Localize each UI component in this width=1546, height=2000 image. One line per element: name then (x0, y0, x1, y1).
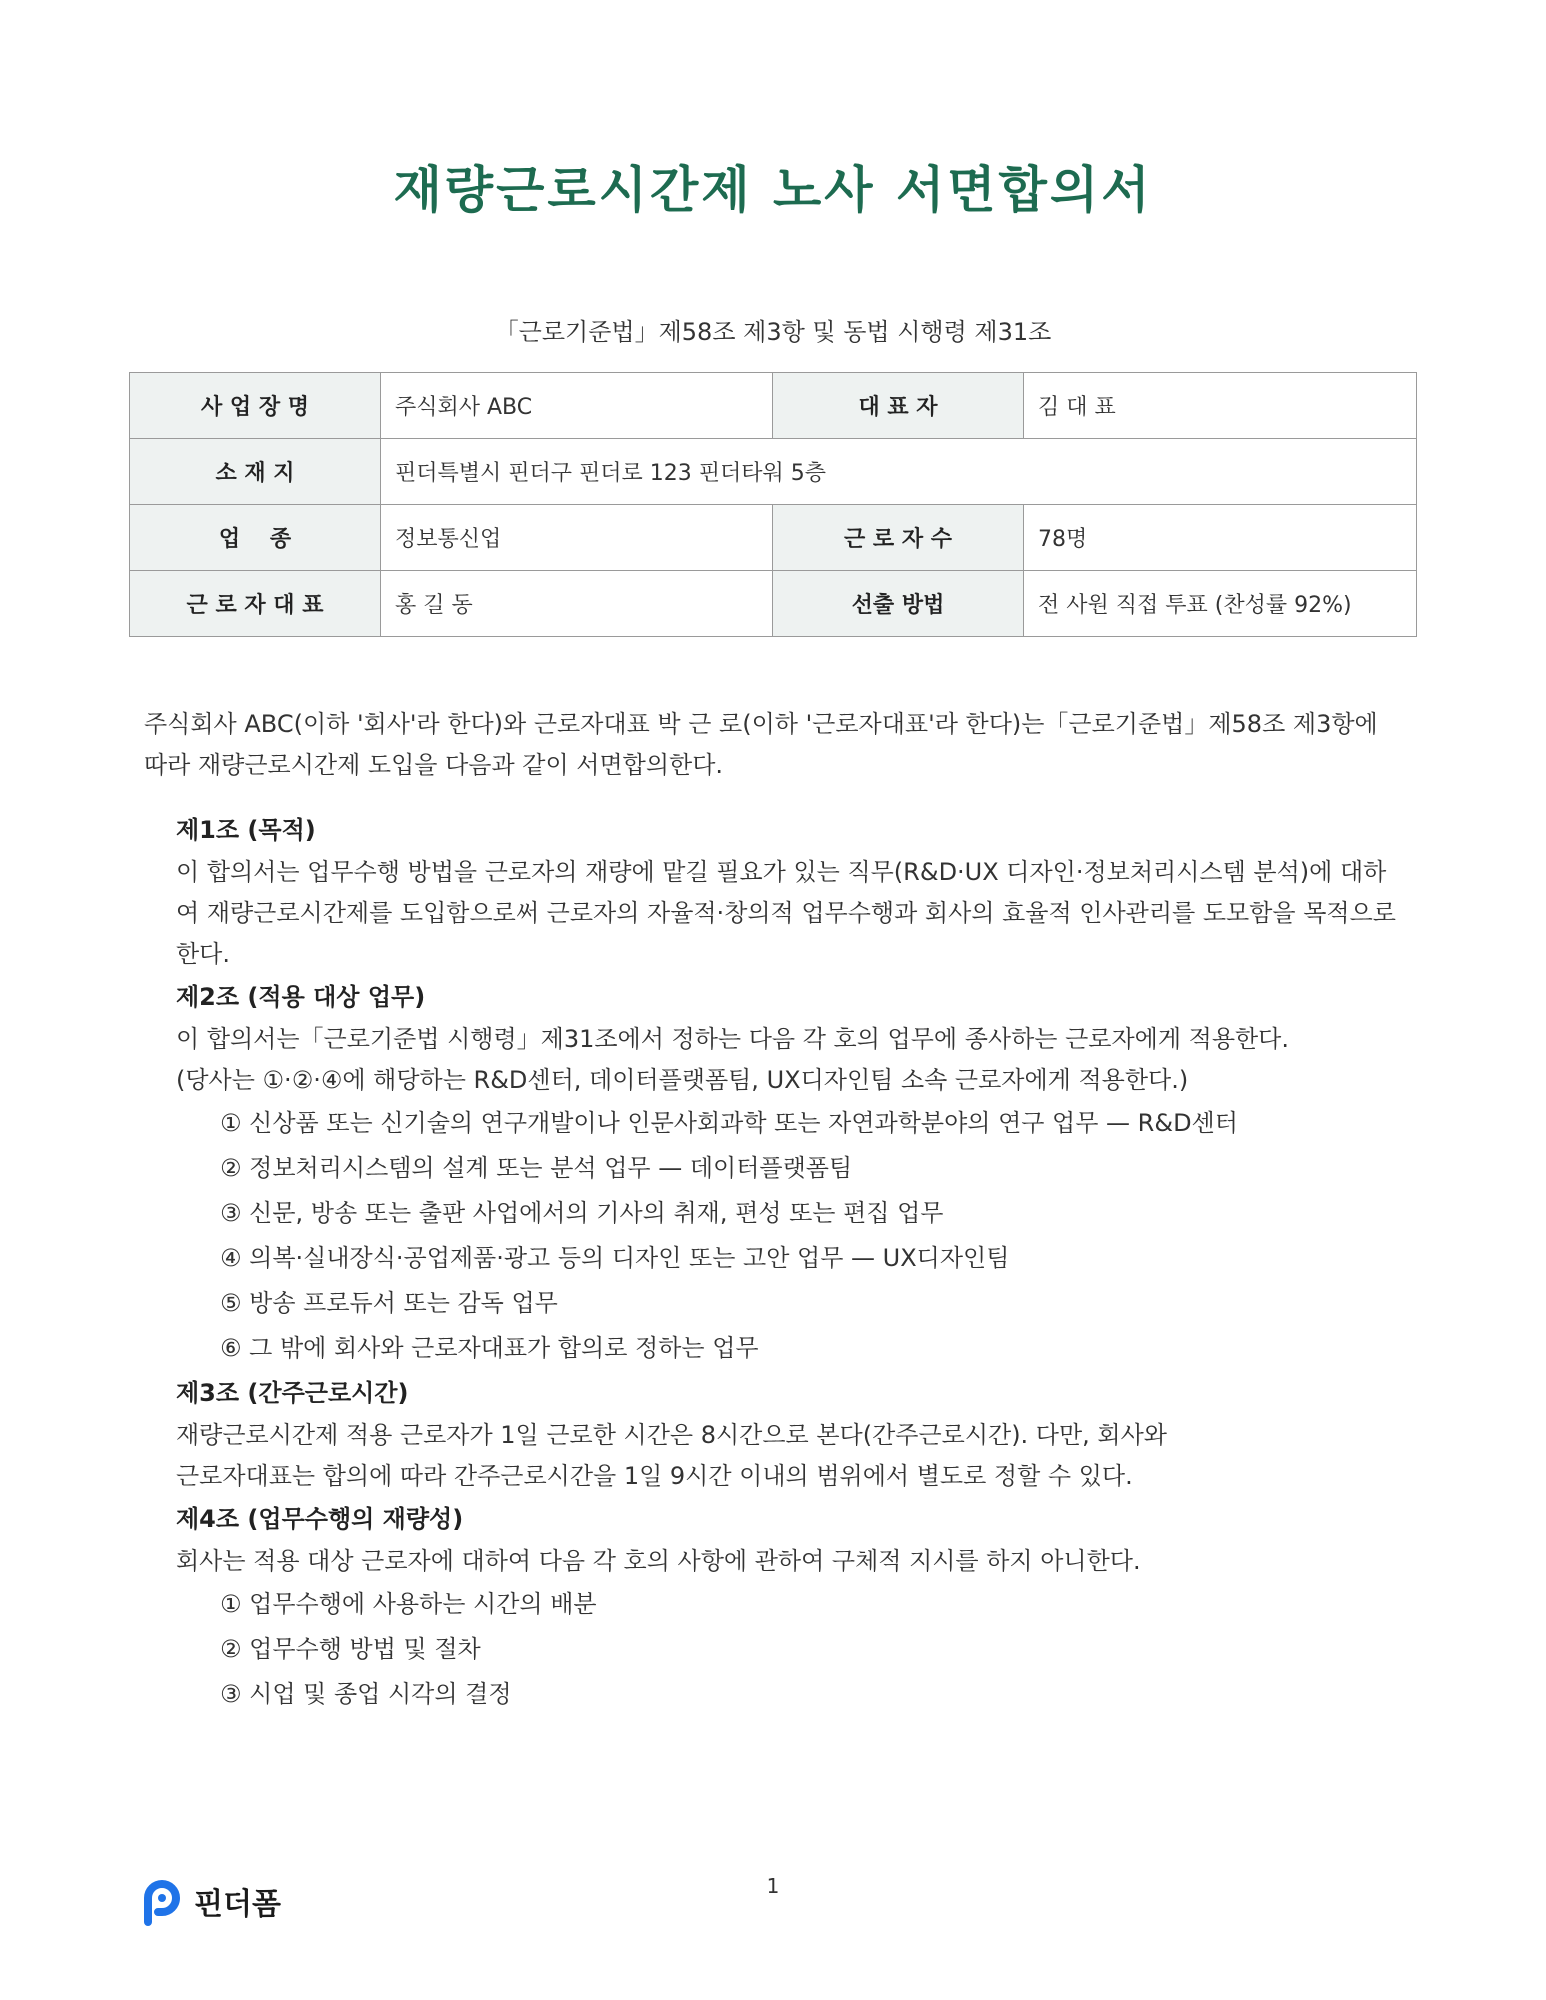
article-paragraph: 이 합의서는「근로기준법 시행령」제31조에서 정하는 다음 각 호의 업무에 종사하는 근로자에게 적용한다. (176, 1025, 1289, 1053)
list-item: ② 업무수행 방법 및 절차 (220, 1635, 481, 1663)
article-paragraph: (당사는 ①·②·④에 해당하는 R&D센터, 데이터플랫폼팀, UX디자인팀 소속 근로자에게 적용한다.) (176, 1066, 1189, 1094)
list-item: ④ 의복·실내장식·공업제품·광고 등의 디자인 또는 고안 업무 — UX디자인팀 (220, 1244, 1010, 1272)
value-cell: 전 사원 직접 투표 (찬성률 92%) (1024, 571, 1417, 637)
article-title: 제4조 (업무수행의 재량성) (176, 1505, 464, 1533)
company-info-table (129, 372, 1417, 637)
article-paragraph: 회사는 적용 대상 근로자에 대하여 다음 각 호의 사항에 관하여 구체적 지시를 하지 아니한다. (176, 1547, 1141, 1575)
article-title: 제2조 (적용 대상 업무) (176, 983, 426, 1011)
list-item: ① 신상품 또는 신기술의 연구개발이나 인문사회과학 또는 자연과학분야의 연구 업무 — R&D센터 (220, 1109, 1238, 1137)
value-cell: 주식회사 ABC (381, 373, 773, 439)
label-cell: 선출 방법 (773, 571, 1024, 637)
label-cell: 근 로 자 대 표 (130, 571, 381, 637)
label-cell: 소 재 지 (130, 439, 381, 505)
list-item: ⑥ 그 밖에 회사와 근로자대표가 합의로 정하는 업무 (220, 1334, 759, 1362)
value-cell: 정보통신업 (381, 505, 773, 571)
label-cell: 근 로 자 수 (773, 505, 1024, 571)
article-paragraph: 이 합의서는 업무수행 방법을 근로자의 재량에 맡길 필요가 있는 직무(R&D·UX 디자인·정보처리시스템 분석)에 대하여 재량근로시간제를 도입함으로써 근로자의 자율적·창의적 업무수행과 회사의 효율적 인사관리를 도모함을 목적으로 한다. (176, 858, 1396, 968)
table-row (130, 505, 1417, 571)
list-item: ③ 신문, 방송 또는 출판 사업에서의 기사의 취재, 편성 또는 편집 업무 (220, 1199, 944, 1227)
label-cell: 대 표 자 (773, 373, 1024, 439)
table-row (130, 439, 1417, 505)
legal-basis-subtitle: 「근로기준법」제58조 제3항 및 동법 시행령 제31조 (494, 318, 1052, 346)
table-row (130, 571, 1417, 637)
list-item: ⑤ 방송 프로듀서 또는 감독 업무 (220, 1289, 558, 1317)
page-number: 1 (766, 1874, 780, 1898)
article-title: 제3조 (간주근로시간) (176, 1379, 409, 1407)
table-row (130, 373, 1417, 439)
label-cell: 사 업 장 명 (130, 373, 381, 439)
value-cell: 김 대 표 (1024, 373, 1417, 439)
value-cell: 핀더특별시 핀더구 핀더로 123 핀더타워 5층 (381, 439, 1417, 505)
value-cell: 홍 길 동 (381, 571, 773, 637)
article-paragraph: 근로자대표는 합의에 따라 간주근로시간을 1일 9시간 이내의 범위에서 별도로 정할 수 있다. (176, 1462, 1133, 1490)
article-title: 제1조 (목적) (176, 816, 316, 844)
article (176, 975, 1406, 1371)
article-paragraph: 재량근로시간제 적용 근로자가 1일 근로한 시간은 8시간으로 본다(간주근로시간). 다만, 회사와 (176, 1421, 1167, 1449)
logo-text: 핀더폼 (194, 1887, 281, 1922)
article (176, 1371, 1406, 1497)
list-item: ① 업무수행에 사용하는 시간의 배분 (220, 1590, 597, 1618)
list-item: ③ 시업 및 종업 시각의 결정 (220, 1680, 512, 1708)
article (176, 808, 1406, 975)
document-title: 재량근로시간제 노사 서면합의서 (393, 161, 1153, 219)
intro-paragraph: 주식회사 ABC(이하 '회사'라 한다)와 근로자대표 박 근 로(이하 '근로자대표'라 한다)는「근로기준법」제58조 제3항에 따라 재량근로시간제 도입을 다음과 같이 서면합의한다. (144, 710, 1378, 779)
label-cell: 업 종 (130, 505, 381, 571)
value-cell: 78명 (1024, 505, 1417, 571)
articles-section (176, 808, 1406, 1717)
article (176, 1497, 1406, 1717)
list-item: ② 정보처리시스템의 설계 또는 분석 업무 — 데이터플랫폼팀 (220, 1154, 853, 1182)
